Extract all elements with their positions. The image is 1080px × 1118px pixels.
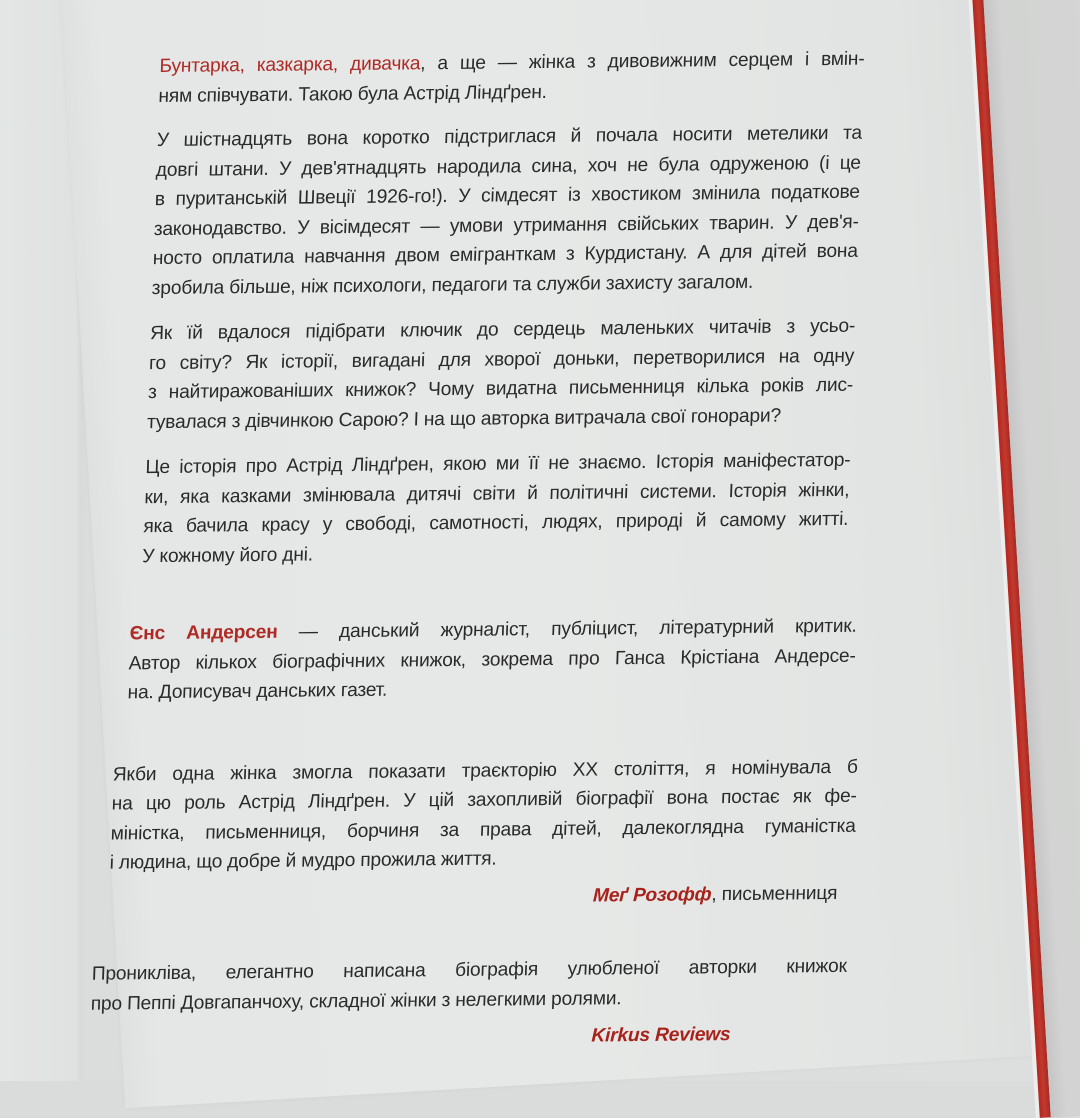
blurb-paragraph-questions: Як їй вдалося підібрати ключик до сердець маленьких читачів з усьо- го світу? Як історії, вигадані для хворої доньки, перетворилися на одну з найтиражованіших книжок? Чому видатна письменниця кілька років лис- тувалася з дівчинкою Сарою? І на що авторка витрачала свої гонорари?: [146, 315, 856, 433]
blurb-paragraph-biography: У шістнадцять вона коротко підстриглася й почала носити метелики та довгі штани. У дев'ятнадцять народила сина, хоч не була одруженою (і це в пуританській Швеції 1926-го!). У сімдесят із хвостиком змінила податкове законодавство. У вісімдесят — умови утримання свійських тварин. У дев'я- носто оплатила навчання двом емігранткам з Курдистану. А для дітей вона зробила більше, ніж психологи, педагоги та служби захисту загалом.: [151, 122, 863, 299]
blurb-intro-line-2: ням співчувати. Такою була Астрід Ліндґрен.: [158, 81, 548, 107]
blurb-paragraph-summary: Це історія про Астрід Ліндґрен, якою ми її не знаємо. Історія маніфестатор- ки, яка казками змінювала дитячі світи й політичні системи. Історія жінки, яка бачила красу у свободі, самотності, людях, природі й самому житті. У кожному його дні.: [142, 449, 851, 567]
reviewer-name: Kirkus Reviews: [591, 1024, 731, 1047]
blurb-intro: [158, 45, 865, 111]
author-name: Єнс Андерсен: [129, 621, 278, 645]
blurb-intro-line-1: Бунтарка, казкарка, дивачка, а ще — жінка з дивовижним серцем і вмін-: [159, 48, 865, 78]
reviewer-role: , письменниця: [711, 882, 838, 905]
review-quote-2: Проникліва, елегантно написана біографія улюбленої авторки книжок про Пеппі Довгапанчоху, складної жінки з нелегкими ролями.: [90, 955, 848, 1015]
reviewer-name: Меґ Розофф: [592, 883, 712, 907]
author-bio-line-1: Єнс Андерсен — данський журналіст, публіцист, літературний критик.: [129, 615, 858, 645]
blurb-highlight: Бунтарка, казкарка, дивачка: [159, 53, 421, 78]
author-bio: Єнс Андерсен — данський журналіст, публіцист, літературний критик. Автор кількох біографічних книжок, зокрема про Ганса Крістіана Андерсе- на. Дописувач данських газет.: [127, 612, 845, 708]
back-cover-text: [90, 45, 865, 1056]
review-attribution-1: [130, 878, 838, 915]
review-quote-1: Якби одна жінка змогла показати траєкторію XX століття, я номінувала б на цю роль Астрід Ліндґрен. У цій захопливій біографії вона постає як фе- міністка, письменниця, борчиня за права дітей, далекоглядна гуманістка і людина, що добре й мудро прожила життя.: [109, 756, 859, 874]
